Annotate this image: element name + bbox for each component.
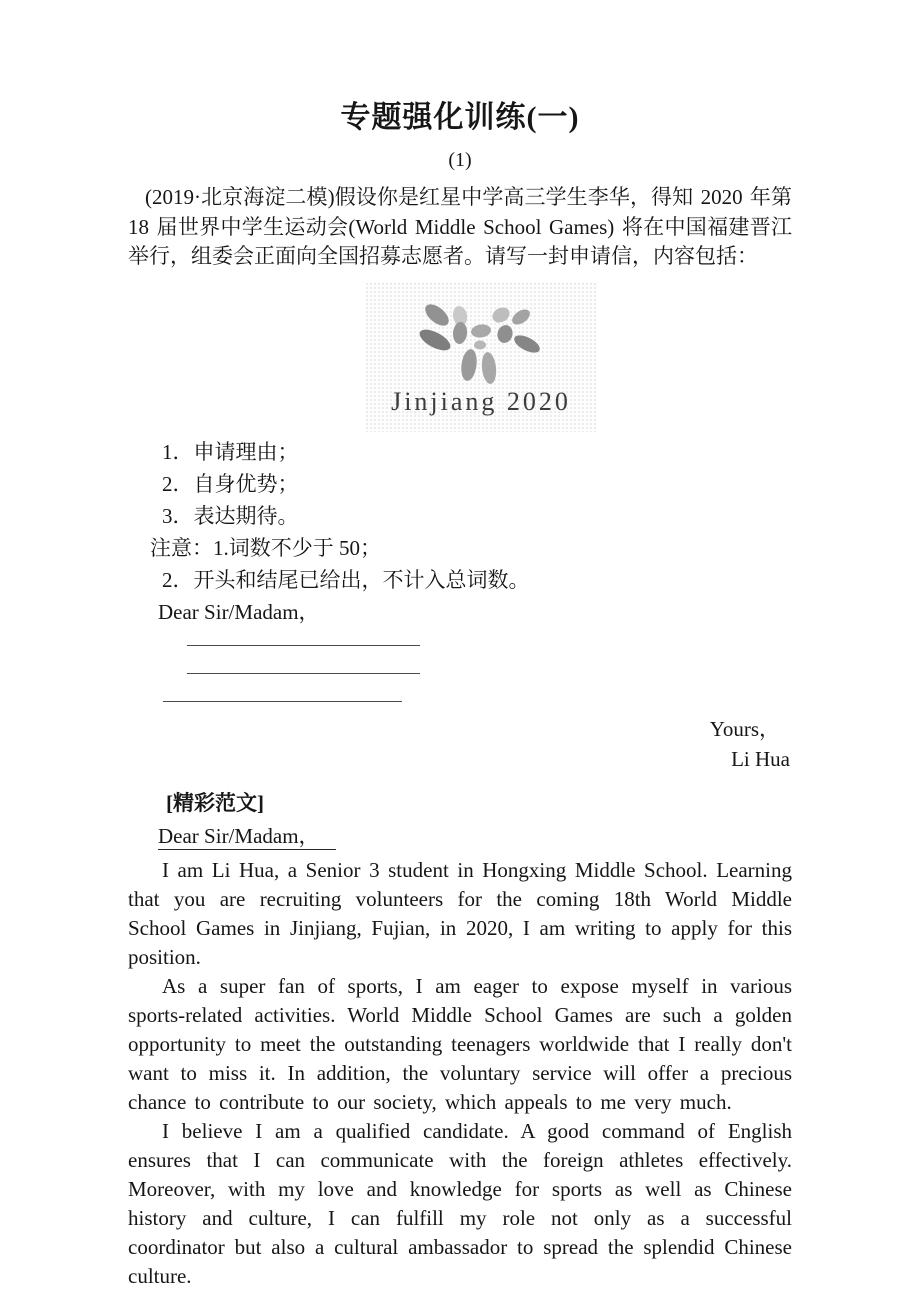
section-number: (1): [448, 149, 472, 171]
letter-salutation: Dear Sir/Madam，: [158, 599, 320, 624]
page-title: 专题强化训练(一): [340, 101, 580, 134]
model-essay-label: [精彩范文]: [166, 790, 264, 815]
logo-caption: Jinjiang 2020: [391, 386, 571, 416]
letter-closing: Yours，: [709, 716, 780, 741]
underlined-salutation-text: Dear Sir/Madam，: [158, 824, 336, 850]
answer-blank-line-2: [128, 650, 792, 678]
answer-blank-line-3: [128, 678, 792, 706]
model-essay-salutation: [128, 820, 792, 852]
answer-blank-line-1: [128, 628, 792, 650]
note-line-1: 注意：1.词数不少于 50；: [150, 535, 381, 560]
essay-paragraph-1: I am Li Hua, a Senior 3 student in Hongxing Middle School. Learning that you are recruiting volunteers for the coming 18th World Middle School Games in Jinjiang, Fujian, in 2020, I am writing to apply for this position.: [128, 857, 792, 969]
requirements-list: [128, 436, 792, 628]
letter-signature: Li Hua: [731, 746, 790, 771]
games-emblem-icon: [365, 282, 597, 397]
page-content: [128, 183, 792, 1291]
essay-paragraph-3: I believe I am a qualified candidate. A good command of English ensures that I can communicate with the foreign athletes effectively. Moreover, with my love and knowledge for sports as well as Chinese history and culture, I can fulfill my role not only as a successful coordinator but also a cultural ambassador to spread the splendid Chinese culture.: [128, 1118, 792, 1288]
requirement-item-3: 3．表达期待。: [162, 503, 299, 528]
requirement-item-2: 2．自身优势；: [162, 471, 299, 496]
essay-paragraph-2: As a super fan of sports, I am eager to expose myself in various sports-related activities. World Middle School Games are such a golden opportunity to meet the outstanding teenagers worldwide that I really don't want to miss it. In addition, the voluntary service will offer a precious chance to contribute to our society, which appeals to me very much.: [128, 973, 792, 1114]
requirement-item-1: 1．申请理由；: [162, 439, 299, 464]
jinjiang-2020-logo: [365, 282, 597, 432]
task-prompt: (2019·北京海淀二模)假设你是红星中学高三学生李华，得知 2020 年第 18 届世界中学生运动会(World Middle School Games) 将在中国福建晋江举行，组委会正面向全国招募志愿者。请写一封申请信，内容包括：: [128, 185, 792, 268]
answer-blanks: [128, 628, 792, 706]
note-line-2: 2．开头和结尾已给出，不计入总词数。: [162, 567, 530, 592]
